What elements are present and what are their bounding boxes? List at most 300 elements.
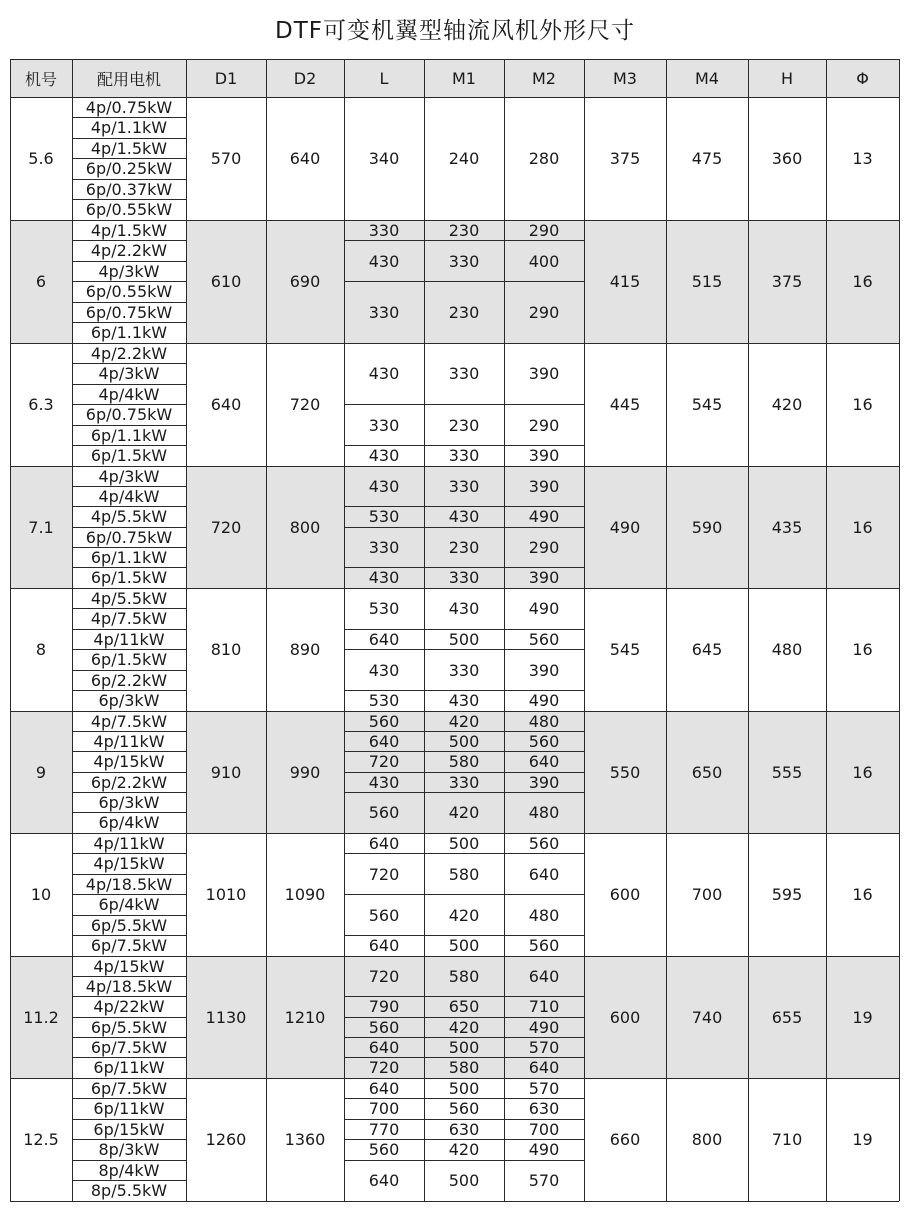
motor-spec: 4p/1.1kW xyxy=(90,118,168,138)
group-divider xyxy=(10,220,899,221)
d2-value: 1210 xyxy=(284,1007,326,1027)
m2-value: 490 xyxy=(528,599,560,618)
l-value: 560 xyxy=(368,803,400,823)
motor-divider xyxy=(72,363,186,364)
l-value: 430 xyxy=(368,251,400,271)
motor-spec: 6p/0.75kW xyxy=(85,405,173,425)
machine-number: 12.5 xyxy=(23,1130,59,1149)
m4-value: 515 xyxy=(691,272,723,291)
group-divider xyxy=(10,711,899,712)
lm-divider xyxy=(344,527,584,528)
m3-value: 375 xyxy=(609,149,641,168)
motor-divider xyxy=(72,649,186,650)
motor-spec: 4p/18.5kW xyxy=(85,874,173,894)
lm-divider xyxy=(344,240,584,241)
l-value: 430 xyxy=(368,364,400,384)
motor-divider xyxy=(72,322,186,323)
m2-value: 480 xyxy=(528,711,560,731)
phi-value: 16 xyxy=(852,272,873,291)
motor-spec: 6p/2.2kW xyxy=(90,772,168,792)
lm-divider xyxy=(344,1098,584,1099)
motor-spec: 6p/7.5kW xyxy=(90,1037,168,1057)
motor-spec: 8p/4kW xyxy=(98,1160,160,1180)
motor-divider xyxy=(72,138,186,139)
lm-divider xyxy=(344,1160,584,1161)
l-value: 330 xyxy=(368,302,400,322)
l-value: 330 xyxy=(368,415,400,435)
m2-value: 280 xyxy=(528,149,560,168)
d1-value: 810 xyxy=(210,640,242,659)
motor-divider xyxy=(72,1180,186,1181)
column-header: D1 xyxy=(214,68,238,88)
motor-divider xyxy=(72,976,186,977)
motor-divider xyxy=(72,179,186,180)
column-divider xyxy=(748,59,749,1201)
motor-spec: 4p/11kW xyxy=(93,629,165,649)
m2-value: 490 xyxy=(528,1140,560,1160)
motor-spec: 4p/3kW xyxy=(98,466,160,486)
phi-value: 13 xyxy=(852,149,873,168)
l-value: 790 xyxy=(368,997,400,1017)
lm-divider xyxy=(344,506,584,507)
motor-divider xyxy=(72,547,186,548)
l-value: 530 xyxy=(368,691,400,711)
motor-divider xyxy=(72,690,186,691)
lm-divider xyxy=(344,996,584,997)
motor-divider xyxy=(72,302,186,303)
motor-divider xyxy=(72,1017,186,1018)
d1-value: 1010 xyxy=(205,885,247,904)
m2-value: 490 xyxy=(528,691,560,711)
d2-value: 1090 xyxy=(284,885,326,904)
m2-value: 560 xyxy=(528,629,560,649)
motor-spec: 6p/4kW xyxy=(98,895,160,915)
d1-value: 1130 xyxy=(205,1007,247,1027)
motor-divider xyxy=(72,506,186,507)
m4-value: 545 xyxy=(691,395,723,414)
m4-value: 740 xyxy=(691,1007,723,1027)
column-header: M2 xyxy=(532,68,556,88)
group-divider xyxy=(10,466,899,467)
group-divider xyxy=(10,343,899,344)
m2-value: 290 xyxy=(528,220,560,240)
l-value: 720 xyxy=(368,1058,400,1078)
motor-spec: 6p/0.55kW xyxy=(85,200,173,220)
motor-spec: 4p/18.5kW xyxy=(85,976,173,996)
motor-divider xyxy=(72,629,186,630)
motor-divider xyxy=(72,731,186,732)
lm-divider xyxy=(344,404,584,405)
m1-value: 420 xyxy=(448,711,480,731)
m1-value: 650 xyxy=(448,997,480,1017)
motor-spec: 4p/1.5kW xyxy=(90,138,168,158)
motor-spec: 4p/7.5kW xyxy=(90,609,168,629)
m2-value: 390 xyxy=(528,446,560,466)
motor-spec: 6p/3kW xyxy=(98,691,160,711)
column-header: Φ xyxy=(856,68,869,88)
m1-value: 500 xyxy=(448,1171,480,1190)
lm-divider xyxy=(344,731,584,732)
l-value: 720 xyxy=(368,752,400,772)
m2-value: 560 xyxy=(528,936,560,956)
h-value: 710 xyxy=(771,1130,803,1149)
h-value: 595 xyxy=(771,885,803,904)
m2-value: 490 xyxy=(528,507,560,527)
l-value: 720 xyxy=(368,864,400,884)
d1-value: 720 xyxy=(210,517,242,537)
motor-divider xyxy=(72,894,186,895)
m3-value: 600 xyxy=(609,1007,641,1027)
m1-value: 500 xyxy=(448,731,480,751)
d2-value: 990 xyxy=(289,762,321,782)
l-value: 530 xyxy=(368,507,400,527)
machine-number: 9 xyxy=(35,762,47,782)
column-header: 配用电机 xyxy=(96,69,161,89)
h-value: 435 xyxy=(771,517,803,537)
lm-divider xyxy=(344,751,584,752)
d2-value: 640 xyxy=(289,149,321,168)
lm-divider xyxy=(344,649,584,650)
m1-value: 330 xyxy=(448,364,480,384)
d1-value: 640 xyxy=(210,395,242,414)
l-value: 430 xyxy=(368,772,400,792)
column-divider xyxy=(584,59,585,1201)
lm-divider xyxy=(344,567,584,568)
group-divider xyxy=(10,833,899,834)
motor-divider xyxy=(72,261,186,262)
m3-value: 550 xyxy=(609,762,641,782)
m1-value: 330 xyxy=(448,446,480,466)
d2-value: 690 xyxy=(289,272,321,291)
m1-value: 580 xyxy=(448,966,480,986)
motor-divider xyxy=(72,670,186,671)
motor-divider xyxy=(72,772,186,773)
m1-value: 420 xyxy=(448,1140,480,1160)
motor-divider xyxy=(72,1098,186,1099)
column-divider xyxy=(666,59,667,1201)
m2-value: 480 xyxy=(528,905,560,925)
group-divider xyxy=(10,956,899,957)
motor-spec: 4p/15kW xyxy=(93,956,165,976)
motor-divider xyxy=(72,935,186,936)
h-value: 655 xyxy=(771,1007,803,1027)
group-divider xyxy=(10,1201,899,1202)
h-value: 375 xyxy=(771,272,803,291)
column-header: L xyxy=(379,68,389,88)
m2-value: 390 xyxy=(528,476,560,496)
table-top-border xyxy=(10,59,899,60)
motor-spec: 6p/0.25kW xyxy=(85,159,173,179)
motor-divider xyxy=(72,281,186,282)
m1-value: 330 xyxy=(448,251,480,271)
m1-value: 630 xyxy=(448,1119,480,1139)
m1-value: 500 xyxy=(448,629,480,649)
m1-value: 330 xyxy=(448,772,480,792)
lm-divider xyxy=(344,792,584,793)
d2-value: 1360 xyxy=(284,1130,326,1149)
m1-value: 420 xyxy=(448,905,480,925)
column-header: D2 xyxy=(293,68,317,88)
m2-value: 640 xyxy=(528,864,560,884)
motor-divider xyxy=(72,812,186,813)
motor-spec: 6p/0.75kW xyxy=(85,302,173,322)
motor-spec: 4p/1.5kW xyxy=(90,220,168,240)
motor-spec: 6p/11kW xyxy=(93,1058,165,1078)
group-divider xyxy=(10,588,899,589)
motor-spec: 4p/0.75kW xyxy=(85,97,173,117)
motor-spec: 6p/15kW xyxy=(93,1119,165,1139)
column-header: M1 xyxy=(452,68,476,88)
lm-divider xyxy=(344,1017,584,1018)
motor-divider xyxy=(72,874,186,875)
lm-divider xyxy=(344,935,584,936)
lm-divider xyxy=(344,1037,584,1038)
m2-value: 480 xyxy=(528,803,560,823)
m4-value: 475 xyxy=(691,149,723,168)
column-divider xyxy=(826,59,827,1201)
motor-divider xyxy=(72,751,186,752)
motor-spec: 4p/3kW xyxy=(98,364,160,384)
l-value: 330 xyxy=(368,537,400,557)
l-value: 560 xyxy=(368,1140,400,1160)
l-value: 330 xyxy=(368,220,400,240)
l-value: 700 xyxy=(368,1099,400,1119)
motor-spec: 4p/15kW xyxy=(93,854,165,874)
m1-value: 500 xyxy=(448,1037,480,1057)
m1-value: 230 xyxy=(448,302,480,322)
l-value: 640 xyxy=(368,833,400,853)
d1-value: 910 xyxy=(210,762,242,782)
m1-value: 240 xyxy=(448,149,480,168)
motor-spec: 6p/5.5kW xyxy=(90,1017,168,1037)
m1-value: 430 xyxy=(448,599,480,618)
motor-spec: 6p/1.5kW xyxy=(90,446,168,466)
motor-spec: 6p/7.5kW xyxy=(90,1078,168,1098)
m4-value: 650 xyxy=(691,762,723,782)
phi-value: 19 xyxy=(852,1007,873,1027)
m2-value: 640 xyxy=(528,752,560,772)
m1-value: 500 xyxy=(448,833,480,853)
d1-value: 1260 xyxy=(205,1130,247,1149)
m3-value: 490 xyxy=(609,517,641,537)
m1-value: 230 xyxy=(448,415,480,435)
h-value: 420 xyxy=(771,395,803,414)
m2-value: 290 xyxy=(528,415,560,435)
motor-spec: 4p/4kW xyxy=(98,486,160,506)
m1-value: 330 xyxy=(448,660,480,680)
m1-value: 230 xyxy=(448,537,480,557)
motor-divider xyxy=(72,1057,186,1058)
motor-spec: 4p/2.2kW xyxy=(90,343,168,363)
motor-spec: 4p/11kW xyxy=(93,833,165,853)
motor-spec: 6p/4kW xyxy=(98,813,160,833)
motor-spec: 6p/2.2kW xyxy=(90,670,168,690)
lm-divider xyxy=(344,690,584,691)
lm-divider xyxy=(344,1119,584,1120)
motor-divider xyxy=(72,792,186,793)
phi-value: 16 xyxy=(852,640,873,659)
table-side-border xyxy=(899,59,900,1201)
m2-value: 570 xyxy=(528,1171,560,1190)
d1-value: 570 xyxy=(210,149,242,168)
h-value: 480 xyxy=(771,640,803,659)
column-divider xyxy=(186,59,187,1201)
m4-value: 590 xyxy=(691,517,723,537)
motor-spec: 6p/5.5kW xyxy=(90,915,168,935)
l-value: 640 xyxy=(368,1037,400,1057)
l-value: 720 xyxy=(368,966,400,986)
m1-value: 420 xyxy=(448,803,480,823)
motor-spec: 6p/7.5kW xyxy=(90,936,168,956)
column-header: 机号 xyxy=(24,69,57,89)
phi-value: 19 xyxy=(852,1130,873,1149)
motor-spec: 6p/1.1kW xyxy=(90,425,168,445)
m2-value: 630 xyxy=(528,1099,560,1119)
m2-value: 390 xyxy=(528,568,560,588)
motor-divider xyxy=(72,567,186,568)
l-value: 770 xyxy=(368,1119,400,1139)
motor-spec: 4p/11kW xyxy=(93,731,165,751)
motor-spec: 8p/5.5kW xyxy=(90,1181,168,1201)
l-value: 640 xyxy=(368,629,400,649)
m2-value: 390 xyxy=(528,660,560,680)
m3-value: 600 xyxy=(609,885,641,904)
lm-divider xyxy=(344,1057,584,1058)
phi-value: 16 xyxy=(852,395,873,414)
d2-value: 890 xyxy=(289,640,321,659)
lm-divider xyxy=(344,445,584,446)
m1-value: 560 xyxy=(448,1099,480,1119)
l-value: 560 xyxy=(368,1017,400,1037)
m3-value: 660 xyxy=(609,1130,641,1149)
l-value: 640 xyxy=(368,936,400,956)
motor-divider xyxy=(72,1037,186,1038)
m2-value: 560 xyxy=(528,833,560,853)
machine-number: 7.1 xyxy=(28,517,54,537)
machine-number: 6 xyxy=(35,272,47,291)
d2-value: 720 xyxy=(289,395,321,414)
m2-value: 570 xyxy=(528,1078,560,1098)
column-header: H xyxy=(780,68,794,88)
m2-value: 640 xyxy=(528,966,560,986)
motor-divider xyxy=(72,527,186,528)
motor-divider xyxy=(72,608,186,609)
m1-value: 430 xyxy=(448,507,480,527)
motor-spec: 4p/5.5kW xyxy=(90,507,168,527)
motor-spec: 6p/1.1kW xyxy=(90,547,168,567)
m4-value: 800 xyxy=(691,1130,723,1149)
column-divider xyxy=(344,59,345,1201)
motor-spec: 4p/2.2kW xyxy=(90,241,168,261)
m1-value: 230 xyxy=(448,220,480,240)
m2-value: 400 xyxy=(528,251,560,271)
m1-value: 580 xyxy=(448,1058,480,1078)
column-divider xyxy=(266,59,267,1201)
m4-value: 700 xyxy=(691,885,723,904)
motor-divider xyxy=(72,915,186,916)
motor-spec: 4p/15kW xyxy=(93,752,165,772)
motor-spec: 4p/22kW xyxy=(93,997,165,1017)
machine-number: 10 xyxy=(30,885,52,904)
h-value: 360 xyxy=(771,149,803,168)
m1-value: 430 xyxy=(448,691,480,711)
m1-value: 500 xyxy=(448,936,480,956)
motor-divider xyxy=(72,445,186,446)
group-divider xyxy=(10,97,899,98)
l-value: 640 xyxy=(368,1171,400,1190)
l-value: 560 xyxy=(368,711,400,731)
motor-spec: 8p/3kW xyxy=(98,1140,160,1160)
motor-divider xyxy=(72,996,186,997)
motor-spec: 6p/0.37kW xyxy=(85,179,173,199)
motor-divider xyxy=(72,384,186,385)
motor-divider xyxy=(72,486,186,487)
m2-value: 390 xyxy=(528,364,560,384)
lm-divider xyxy=(344,894,584,895)
column-divider xyxy=(72,59,73,1201)
d1-value: 610 xyxy=(210,272,242,291)
l-value: 640 xyxy=(368,1078,400,1098)
m2-value: 390 xyxy=(528,772,560,792)
phi-value: 16 xyxy=(852,762,873,782)
phi-value: 16 xyxy=(852,885,873,904)
l-value: 340 xyxy=(368,149,400,168)
motor-divider xyxy=(72,404,186,405)
m3-value: 415 xyxy=(609,272,641,291)
d2-value: 800 xyxy=(289,517,321,537)
motor-spec: 6p/1.1kW xyxy=(90,323,168,343)
m3-value: 445 xyxy=(609,395,641,414)
group-divider xyxy=(10,1078,899,1079)
m2-value: 560 xyxy=(528,731,560,751)
m1-value: 580 xyxy=(448,864,480,884)
motor-divider xyxy=(72,1139,186,1140)
lm-divider xyxy=(344,772,584,773)
motor-spec: 6p/0.75kW xyxy=(85,527,173,547)
m2-value: 490 xyxy=(528,1017,560,1037)
motor-spec: 6p/1.5kW xyxy=(90,568,168,588)
motor-divider xyxy=(72,1119,186,1120)
motor-divider xyxy=(72,1160,186,1161)
l-value: 560 xyxy=(368,905,400,925)
lm-divider xyxy=(344,281,584,282)
machine-number: 11.2 xyxy=(23,1007,59,1027)
l-value: 640 xyxy=(368,731,400,751)
motor-spec: 4p/7.5kW xyxy=(90,711,168,731)
machine-number: 6.3 xyxy=(28,395,54,414)
machine-number: 8 xyxy=(35,640,47,659)
machine-number: 5.6 xyxy=(28,149,54,168)
h-value: 555 xyxy=(771,762,803,782)
lm-divider xyxy=(344,1139,584,1140)
motor-divider xyxy=(72,117,186,118)
motor-spec: 6p/3kW xyxy=(98,792,160,812)
m1-value: 580 xyxy=(448,752,480,772)
column-divider xyxy=(504,59,505,1201)
column-header: M3 xyxy=(613,68,637,88)
lm-divider xyxy=(344,629,584,630)
l-value: 430 xyxy=(368,476,400,496)
motor-spec: 6p/11kW xyxy=(93,1099,165,1119)
m4-value: 645 xyxy=(691,640,723,659)
l-value: 430 xyxy=(368,446,400,466)
motor-divider xyxy=(72,158,186,159)
motor-divider xyxy=(72,240,186,241)
phi-value: 16 xyxy=(852,517,873,537)
m2-value: 290 xyxy=(528,537,560,557)
motor-spec: 4p/4kW xyxy=(98,384,160,404)
m1-value: 330 xyxy=(448,568,480,588)
